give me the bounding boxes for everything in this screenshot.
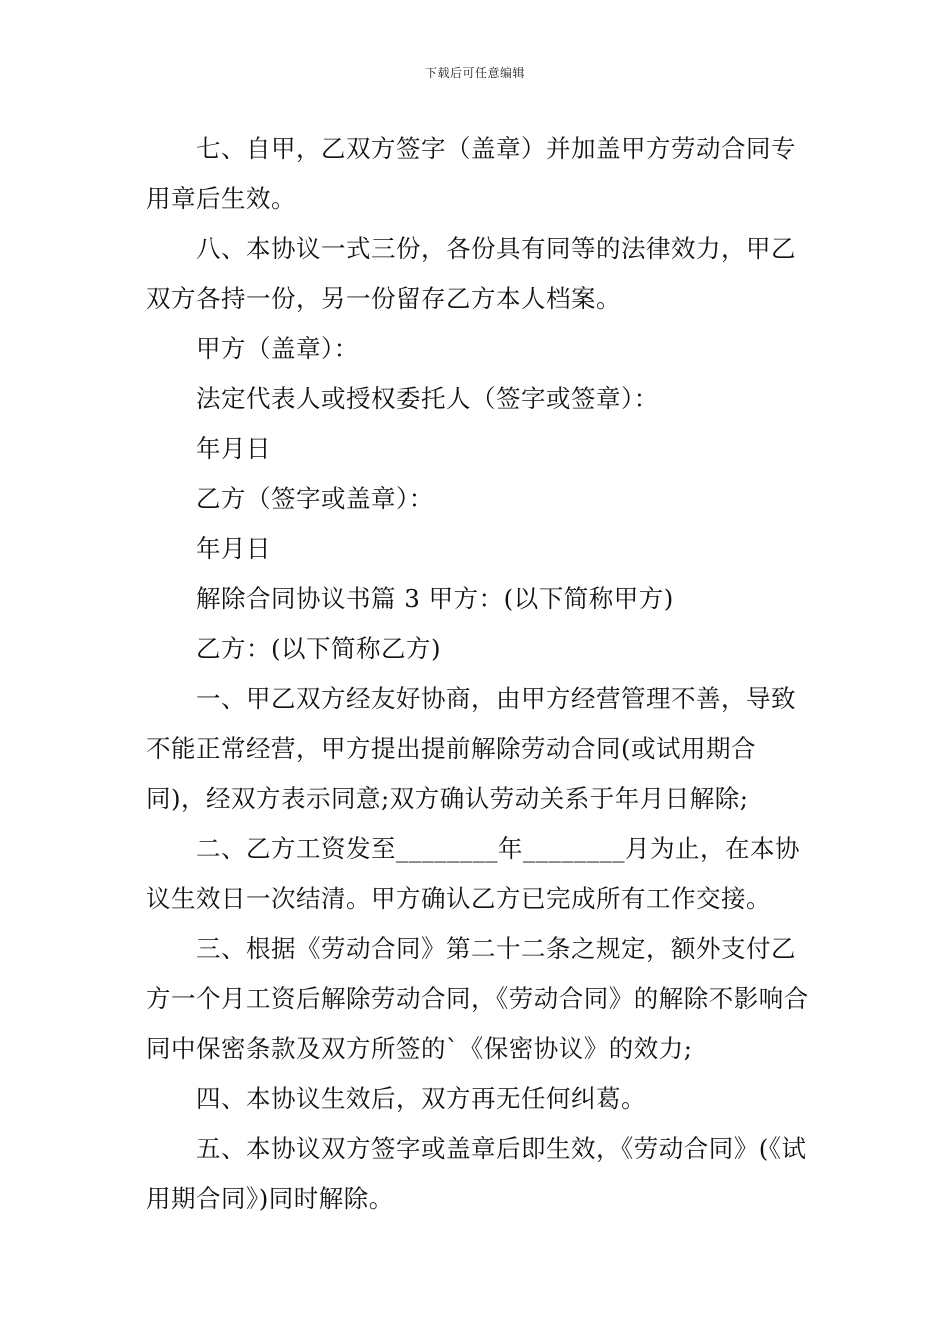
legal-representative-line: 法定代表人或授权委托人（签字或签章）： [196, 384, 659, 413]
party-a-seal-line: 甲方（盖章）： [196, 334, 359, 363]
page-header: 下载后可任意编辑 [424, 66, 525, 80]
clause-1: 一、甲乙双方经友好协商，由甲方经营管理不善，导致不能正常经营，甲方提出提前解除劳动合同(或试用期合同)，经双方表示同意;双方确认劳动关系于年月日解除; [146, 684, 796, 813]
party-a-date-line: 年月日 [196, 434, 271, 463]
agreement-3-party-a: 解除合同协议书篇 3 甲方：(以下简称甲方) [196, 584, 674, 613]
document-body [146, 124, 810, 1224]
clause-8: 八、本协议一式三份，各份具有同等的法律效力，甲乙双方各持一份，另一份留存乙方本人档案。 [146, 234, 796, 313]
party-b-date-line: 年月日 [196, 534, 271, 563]
clause-5: 五、本协议双方签字或盖章后即生效，《劳动合同》(《试用期合同》)同时解除。 [146, 1134, 807, 1213]
party-b-signature-line: 乙方（签字或盖章）： [196, 484, 434, 513]
clause-4: 四、本协议生效后，双方再无任何纠葛。 [196, 1084, 646, 1113]
clause-7: 七、自甲，乙双方签字（盖章）并加盖甲方劳动合同专用章后生效。 [146, 134, 796, 213]
clause-2: 二、乙方工资发至________年________月为止，在本协议生效日一次结清。甲方确认乙方已完成所有工作交接。 [146, 834, 800, 913]
agreement-3-party-b: 乙方：(以下简称乙方) [196, 634, 442, 663]
clause-3: 三、根据《劳动合同》第二十二条之规定，额外支付乙方一个月工资后解除劳动合同，《劳动合同》的解除不影响合同中保密条款及双方所签的`《保密协议》的效力; [146, 934, 809, 1063]
